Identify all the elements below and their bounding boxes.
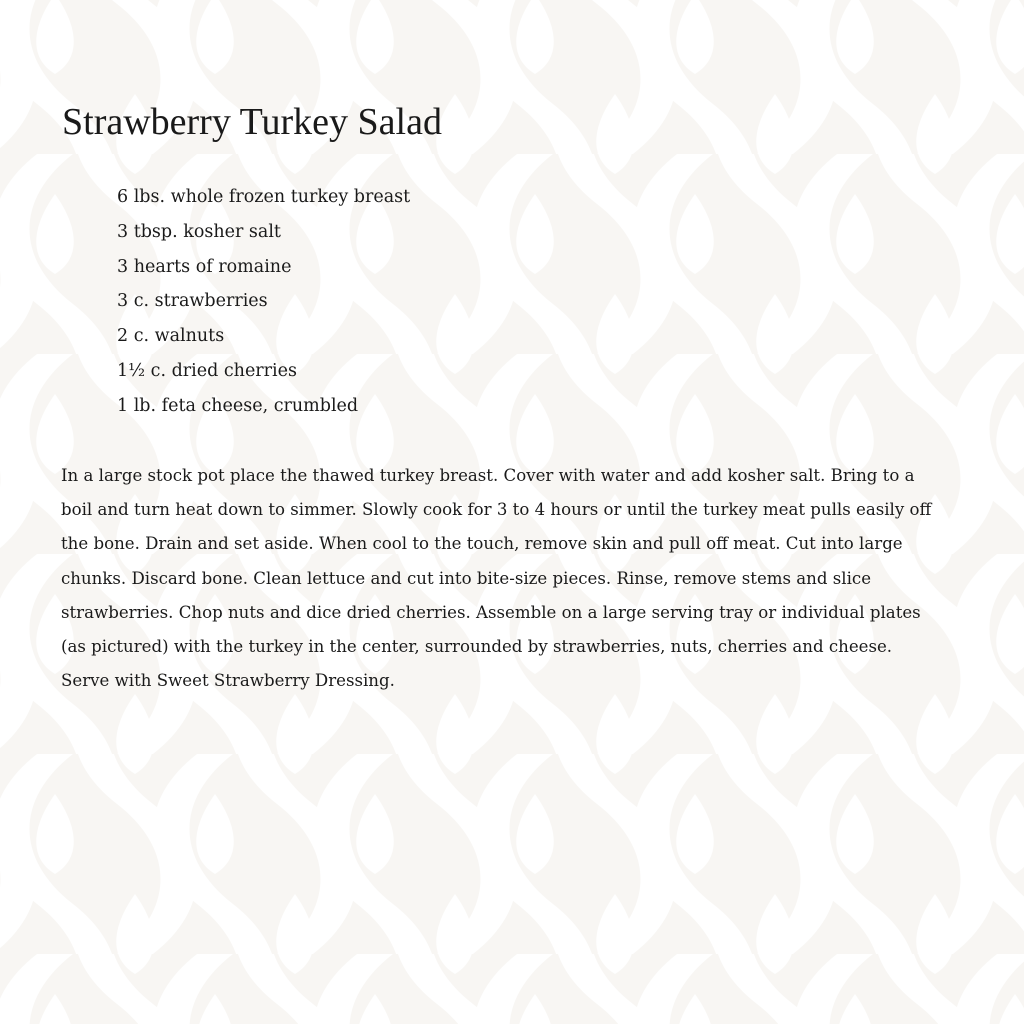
ingredient-list xyxy=(117,180,410,424)
ingredient-item: 1½ c. dried cherries xyxy=(117,360,297,381)
ingredient-item: 6 lbs. whole frozen turkey breast xyxy=(117,187,411,207)
recipe-instructions: In a large stock pot place the thawed turkey breast. Cover with water and add kosher salt. Bring to a boil and turn heat down to simmer. Slowly cook for 3 to 4 hours or until the turkey meat pulls easily off the bone. Drain and set aside. When cool to the touch, remove skin and pull off meat. Cut into large chunks. Discard bone. Clean lettuce and cut into bite-size pieces. Rinse, remove stems and slice strawberries. Chop nuts and dice dried cherries. Assemble on a large serving tray or individual plates (as pictured) with the turkey in the center, surrounded by strawberries, nuts, cherries and cheese. Serve with Sweet Strawberry Dressing. xyxy=(61,466,932,691)
ingredient-item: 1 lb. feta cheese, crumbled xyxy=(117,395,359,416)
recipe-title: Strawberry Turkey Salad xyxy=(62,101,442,143)
ingredient-item: 3 c. strawberries xyxy=(117,291,268,312)
ingredient-item: 2 c. walnuts xyxy=(117,326,225,347)
ingredient-item: 3 tbsp. kosher salt xyxy=(117,221,281,242)
ingredient-item: 3 hearts of romaine xyxy=(117,256,292,277)
